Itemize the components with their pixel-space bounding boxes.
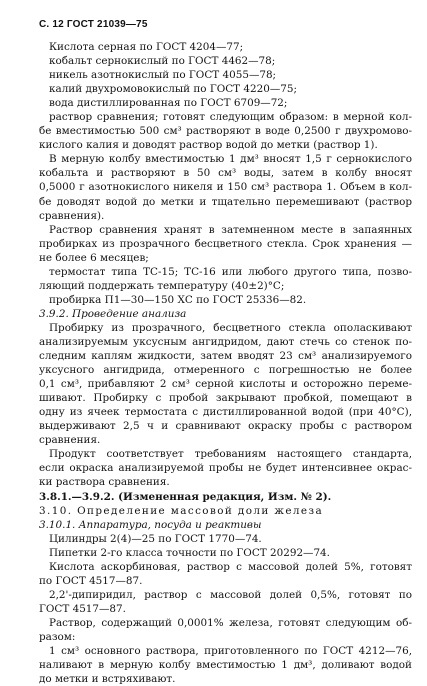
text-line: Кислота аскорбиновая, раствор с массовой долей 5%, готовят (49, 560, 412, 573)
text-line: Пробирку из прозрачного, бесцветного стекла ополаскивают (49, 321, 412, 334)
text-line: до метки и встряхивают. (39, 673, 176, 686)
amendment-note: 3.8.1.—3.9.2. (Измененная редакция, Изм. № 2). (39, 490, 332, 503)
text-line: ГОСТ 4517—87. (39, 602, 126, 615)
text-line: Продукт соответствует требованиям настоящего стандарта, (49, 448, 412, 461)
text-line: вода дистиллированная по ГОСТ 6709—72; (49, 97, 288, 110)
text-line: Раствор, содержащий 0,0001% железа, готовят следующим об- (49, 616, 412, 629)
text-line: анализируемым уксусным ангидридом, дают стечь со стенок по- (39, 335, 412, 348)
text-line: сравнения. (39, 434, 101, 447)
text-line: 2,2'-дипиридил, раствор с массовой долей 0,5%, готовят по (49, 588, 412, 601)
text-line: 0,1 см³, прибавляют 2 см³ серной кислоты и осторожно переме- (39, 378, 412, 391)
text-line: 1 см³ основного раствора, приготовленного по ГОСТ 4212—76, (49, 645, 412, 658)
text-line: выдерживают 2,5 ч и сравнивают окраску пробы с раствором (39, 420, 412, 433)
text-line: одну из ячеек термостата с дистиллированной водой (при 40°С), (39, 406, 412, 419)
text-line: термостат типа ТС-15; ТС-16 или любого другого типа, позво- (49, 265, 412, 278)
text-line: калий двухромовокислый по ГОСТ 4220—75; (49, 83, 297, 96)
section-heading: 3.9.2. Проведение анализа (39, 307, 187, 320)
text-line: пробирка П1—30—150 ХС по ГОСТ 25336—82. (49, 293, 307, 306)
text-line: если окраска анализируемой пробы не будет интенсивнее окрас- (39, 462, 412, 475)
text-line: бе вместимостью 500 см³ растворяют в воде 0,2500 г двухромово- (39, 125, 412, 138)
text-line: разом: (39, 630, 76, 643)
text-line: 0,5000 г азотнокислого никеля и 150 см³ раствора 1. Объем в кол- (39, 181, 412, 194)
text-line: по ГОСТ 4517—87. (39, 574, 143, 587)
subsection-heading: 3.10.1. Аппаратура, посуда и реактивы (39, 518, 262, 531)
text-line: В мерную колбу вместимостью 1 дм³ вносят 1,5 г сернокислого (49, 153, 412, 166)
text-line: наливают в мерную колбу вместимостью 1 дм³, доливают водой (39, 659, 412, 672)
text-line: пробирках из прозрачного бесцветного стекла. Срок хранения — (39, 237, 412, 250)
text-line: кобальт сернокислый по ГОСТ 4462—78; (49, 55, 276, 68)
text-line: Раствор сравнения хранят в затемненном месте в запаянных (49, 223, 412, 236)
text-line: ки раствора сравнения. (39, 476, 170, 489)
text-line: Пипетки 2-го класса точности по ГОСТ 20292—74. (49, 546, 330, 559)
text-line: никель азотнокислый по ГОСТ 4055—78; (49, 69, 277, 82)
text-line: следним каплям жидкости, затем вводят 23 см³ анализируемого (39, 350, 412, 363)
page-header: С. 12 ГОСТ 21039—75 (39, 19, 148, 30)
text-line: Кислота серная по ГОСТ 4204—77; (49, 41, 244, 53)
text-line: уксусного ангидрида, отмеренного с погрешностью не более (39, 364, 412, 377)
text-line: сравнения). (39, 209, 105, 222)
text-line: бе доводят водой до метки и тщательно перемешивают (раствор (39, 195, 412, 208)
section-heading: 3.10. Определение массовой доли железа (39, 504, 324, 517)
text-line: раствор сравнения; готовят следующим образом: в мерной кол- (49, 111, 412, 124)
document-body (39, 40, 412, 686)
text-line: кислого калия и доводят раствор водой до метки (раствор 1). (39, 139, 378, 152)
text-line: Цилиндры 2(4)—25 по ГОСТ 1770—74. (49, 532, 262, 545)
text-line: не более 6 месяцев; (39, 251, 149, 264)
text-line: шивают. Пробирку с пробой закрывают пробкой, помещают в (39, 392, 412, 405)
text-line: кобальта и растворяют в 50 см³ воды, затем в колбу вносят (39, 167, 412, 180)
text-line: ляющий поддержать температуру (40±2)°С; (39, 279, 285, 292)
